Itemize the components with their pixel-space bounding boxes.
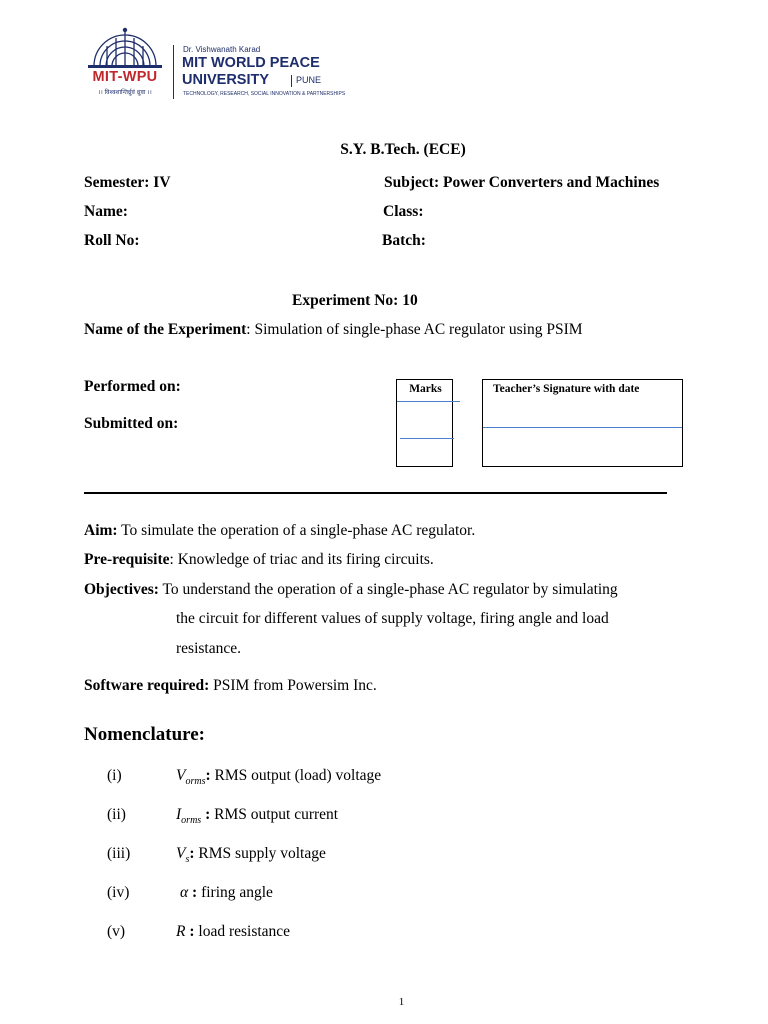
signature-box: [482, 379, 683, 467]
description: RMS output current: [210, 806, 339, 823]
logo-short-name: MIT-WPU: [92, 69, 158, 85]
objectives: [84, 580, 618, 600]
software-label: Software required:: [84, 677, 210, 694]
software-text: PSIM from Powersim Inc.: [209, 677, 377, 694]
nomenclature-term: [176, 845, 326, 865]
logo-tagline: TECHNOLOGY, RESEARCH, SOCIAL INNOVATION & PARTNERSHIPS: [183, 91, 346, 97]
symbol: α: [180, 884, 189, 901]
page-number: 1: [398, 996, 405, 1008]
signature-line: [483, 427, 682, 428]
logo-founder: Dr. Vishwanath Karad: [183, 45, 261, 54]
marks-box: [396, 379, 453, 467]
logo-divider: [173, 45, 174, 99]
marks-label: Marks: [409, 383, 442, 395]
description: RMS output (load) voltage: [210, 767, 382, 784]
symbol: V: [176, 845, 186, 862]
nomenclature-term: [176, 806, 338, 826]
objectives-line-2: the circuit for different values of supply voltage, firing angle and load: [176, 610, 609, 627]
aim: [84, 521, 475, 541]
performed-label: Performed on:: [84, 378, 181, 395]
nomenclature-heading: Nomenclature:: [84, 724, 206, 745]
nomenclature-term: [180, 884, 273, 902]
logo-city: PUNE: [296, 75, 322, 85]
symbol-subscript: s: [185, 854, 190, 866]
description: load resistance: [194, 923, 291, 940]
section-divider: [84, 492, 667, 494]
symbol: I: [176, 806, 182, 823]
logo-city-divider: [291, 75, 292, 87]
separator: :: [185, 923, 195, 940]
experiment-name-value: : Simulation of single-phase AC regulator using PSIM: [246, 321, 583, 338]
nomenclature-index: (v): [107, 923, 126, 940]
separator: :: [205, 767, 211, 784]
marks-line-2: [400, 438, 454, 439]
symbol: V: [176, 767, 186, 784]
separator: :: [188, 884, 198, 901]
nomenclature-index: (i): [107, 767, 122, 784]
university-logo: [84, 26, 354, 102]
experiment-name: [84, 320, 583, 340]
nomenclature-term: [176, 767, 381, 787]
prerequisite: [84, 550, 434, 570]
symbol: R: [176, 923, 186, 940]
prereq-label: Pre-requisite: [84, 551, 170, 568]
course-title: S.Y. B.Tech. (ECE): [340, 141, 466, 158]
description: firing angle: [197, 884, 273, 901]
experiment-name-label: Name of the Experiment: [84, 321, 247, 338]
aim-label: Aim:: [84, 522, 118, 539]
dome-emblem-icon: [86, 26, 164, 70]
signature-label: Teacher’s Signature with date: [493, 383, 640, 395]
batch-label: Batch:: [382, 232, 426, 249]
experiment-number: Experiment No: 10: [292, 292, 418, 309]
nomenclature-term: [176, 923, 290, 941]
separator: :: [189, 845, 195, 862]
submitted-label: Submitted on:: [84, 415, 179, 432]
nomenclature-index: (ii): [107, 806, 126, 823]
marks-line-1: [397, 401, 460, 402]
symbol-subscript: orms: [181, 815, 202, 827]
objectives-line-1: To understand the operation of a single-phase AC regulator by simulating: [158, 581, 618, 598]
roll-label: Roll No:: [84, 232, 140, 249]
prereq-text: : Knowledge of triac and its firing circuits.: [169, 551, 434, 568]
aim-text: To simulate the operation of a single-phase AC regulator.: [117, 522, 476, 539]
logo-line2: UNIVERSITY: [182, 72, 270, 88]
logo-motto: ।। विश्वशान्तिर्ध्रुवं ध्रुवा ।।: [98, 89, 152, 96]
subject-label: Subject: Power Converters and Machines: [384, 174, 660, 191]
software-required: [84, 676, 377, 696]
objectives-label: Objectives:: [84, 581, 159, 598]
logo-line1: MIT WORLD PEACE: [182, 55, 320, 71]
symbol-subscript: orms: [185, 776, 206, 788]
separator: :: [201, 806, 211, 823]
name-label: Name:: [84, 203, 128, 220]
semester-label: Semester: IV: [84, 174, 171, 191]
objectives-line-3: resistance.: [176, 640, 241, 657]
class-label: Class:: [383, 203, 424, 220]
nomenclature-index: (iv): [107, 884, 130, 901]
description: RMS supply voltage: [194, 845, 326, 862]
nomenclature-index: (iii): [107, 845, 131, 862]
